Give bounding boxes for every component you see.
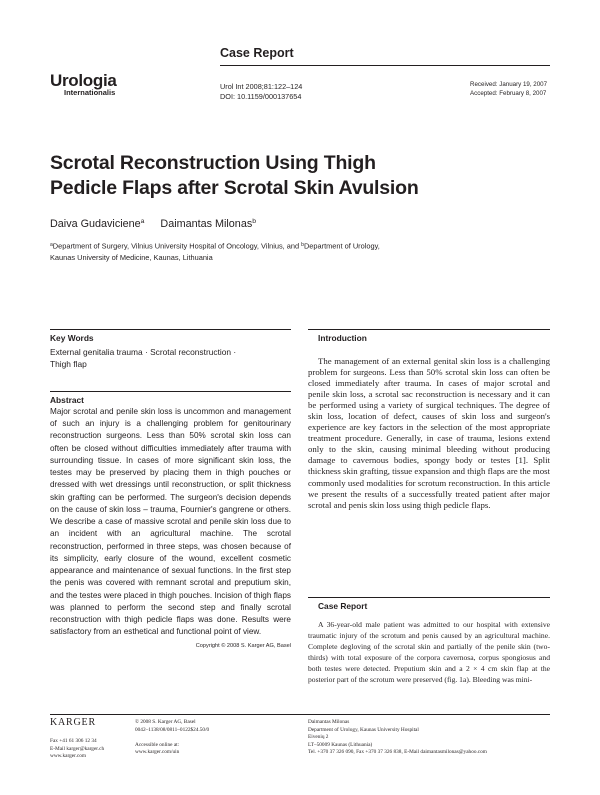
abstract-body	[50, 406, 291, 653]
author-name: Daimantas Milonas	[160, 218, 253, 230]
introduction-heading: Introduction	[318, 333, 367, 343]
keywords-heading: Key Words	[50, 333, 94, 343]
publisher-contact	[50, 738, 104, 761]
footer-copyright: © 2008 S. Karger AG, Basel	[135, 719, 196, 725]
case-rule	[308, 597, 550, 598]
corr-line: Eivenių 2	[308, 734, 329, 741]
affiliation-line1	[50, 240, 490, 252]
header-rule	[220, 65, 550, 66]
corr-line: Daimantas Milonas	[308, 719, 350, 725]
article-title-line1: Scrotal Reconstruction Using Thigh	[50, 152, 376, 174]
case-report-text: A 36-year-old male patient was admitted to our hospital with extensive traumatic injury of the scrotum and penis caused by an agricultural machine. Complete degloving of the scrotal skin and partially of the penile skin (two-thirds) with total exposure of the corpora cavernosa, corpus spongiosus and both testes were detected. Preputium skin and a 2 × 4 cm skin flap at the posterior part of the scrotum were preserved (fig. 1a). Bleeding was mini-	[308, 620, 550, 684]
correspondence	[308, 719, 487, 757]
article-title	[50, 151, 419, 201]
publisher-email: E-Mail karger@karger.ch	[50, 745, 105, 752]
publisher-logo: KARGER	[50, 717, 96, 728]
journal-logo-main: Urologia	[50, 71, 117, 90]
fax: Fax +41 61 306 12 34	[50, 738, 97, 744]
author-name: Daiva Gudaviciene	[50, 218, 141, 230]
affil-b-text: Department of Urology,	[303, 241, 380, 251]
introduction-body	[308, 356, 550, 511]
affil-sup-b: b	[301, 242, 304, 248]
affil-sup-a: a	[50, 242, 53, 248]
citation: Urol Int 2008;81:122–124	[220, 82, 303, 91]
abstract-copyright: Copyright © 2008 S. Karger AG, Basel	[195, 643, 291, 650]
affil-a-text: Department of Surgery, Vilnius University Hospital of Oncology, Vilnius, and	[52, 241, 302, 251]
affiliation-line2: Kaunas University of Medicine, Kaunas, Lithuania	[50, 253, 213, 263]
keywords-rule	[50, 329, 291, 330]
doi: DOI: 10.1159/000137654	[220, 91, 302, 101]
author-list	[50, 218, 256, 230]
author-sup: b	[252, 218, 256, 225]
corr-line: Tel. +370 37 326 090, Fax +370 37 326 838, E-Mail daimantasmilonas@yahoo.com	[308, 749, 487, 756]
received-date: Received: January 19, 2007	[470, 81, 548, 88]
case-report-heading: Case Report	[318, 601, 368, 611]
spacer	[135, 734, 209, 742]
author-sup: a	[140, 218, 145, 225]
article-title-line2: Pedicle Flaps after Scrotal Skin Avulsion	[50, 177, 419, 199]
corr-line: LT–50009 Kaunas (Lithuania)	[308, 741, 373, 748]
journal-logo-sub: Internationalis	[64, 88, 116, 97]
citation-block	[220, 82, 302, 101]
abstract-rule	[50, 391, 291, 392]
introduction-text: The management of an external genital skin loss is a challenging problem for surgeons. Less than 50% scrotal skin loss can often be closed immediately after trauma. In cases of major scrotal and penile skin loss, a scrotal sac reconstruction is necessary and it can be performed using a variety of surgical techniques. The degree of skin loss, location of defect, causes of skin loss and surgeon's experience are key factors in the selection of the most appropriate treatment procedure. Generally, in case of trauma, lesions extend only to the skin, causing minimal bleeding without producing damage to cavernous bodies, spongy body or testes [1]. Split thickness skin grafting, tissue expansion and thigh flaps are the most commonly used modalities for scrotum reconstruction. In this article we present the results of a successfully treated patient after major scrotal and penis skin loss using thigh pedicle flaps.	[308, 356, 550, 510]
issn: 0042–1138/08/0811–0122$24.50/0	[135, 726, 210, 733]
corr-line: Department of Urology, Kaunas University Hospital	[308, 726, 419, 733]
publisher-web: www.karger.com	[50, 753, 87, 760]
accepted-date: Accepted: February 8, 2007	[470, 89, 547, 97]
section-label: Case Report	[220, 46, 294, 60]
abstract-text: Major scrotal and penile skin loss is uncommon and management of such an injury is a challenging problem for genitourinary reconstruction surgeons. Less than 50% scrotal skin loss can often be closed without difficulties immediately after trauma with surrounding tissue. In cases of more significant skin loss, the testes may be preserved by placing them in thigh pouches or dressed with wet dressings until reconstruction, or split thickness skin grafting can be performed. The surgeon's decision depends on the cause of skin loss – trauma, Fournier's gangrene or others. We describe a case of massive scrotal and penile skin loss due to an incident with an agricultural machine. The scrotal reconstruction, performed in three steps, was chosen because of its simplicity, early closure of the wound, excellent cosmetic appearance and maintenance of sexual functions. In the first step the penis was covered with remnant scrotal and preputium skin, and the testes were placed in thigh pouches. Incision of thigh flaps was planned to perform the second step and finally scrotal reconstruction with thigh pedicle flaps was done. Results were satisfactory from an esthetical and functional point of view.	[50, 407, 291, 637]
affiliations	[50, 240, 490, 264]
journal-logo	[50, 72, 117, 97]
keywords-line1: External genitalia trauma · Scrotal reconstruction ·	[50, 347, 237, 357]
case-report-body	[308, 619, 550, 685]
keywords-line2: Thigh flap	[50, 359, 87, 369]
keywords-list	[50, 346, 275, 370]
abstract-heading: Abstract	[50, 395, 84, 405]
intro-rule	[308, 329, 550, 330]
access-label: Accessible online at:	[135, 741, 180, 748]
footer-rule	[50, 714, 550, 715]
access-url: www.karger.com/uin	[135, 749, 180, 756]
publication-info	[135, 719, 209, 757]
dates-block	[470, 81, 547, 98]
